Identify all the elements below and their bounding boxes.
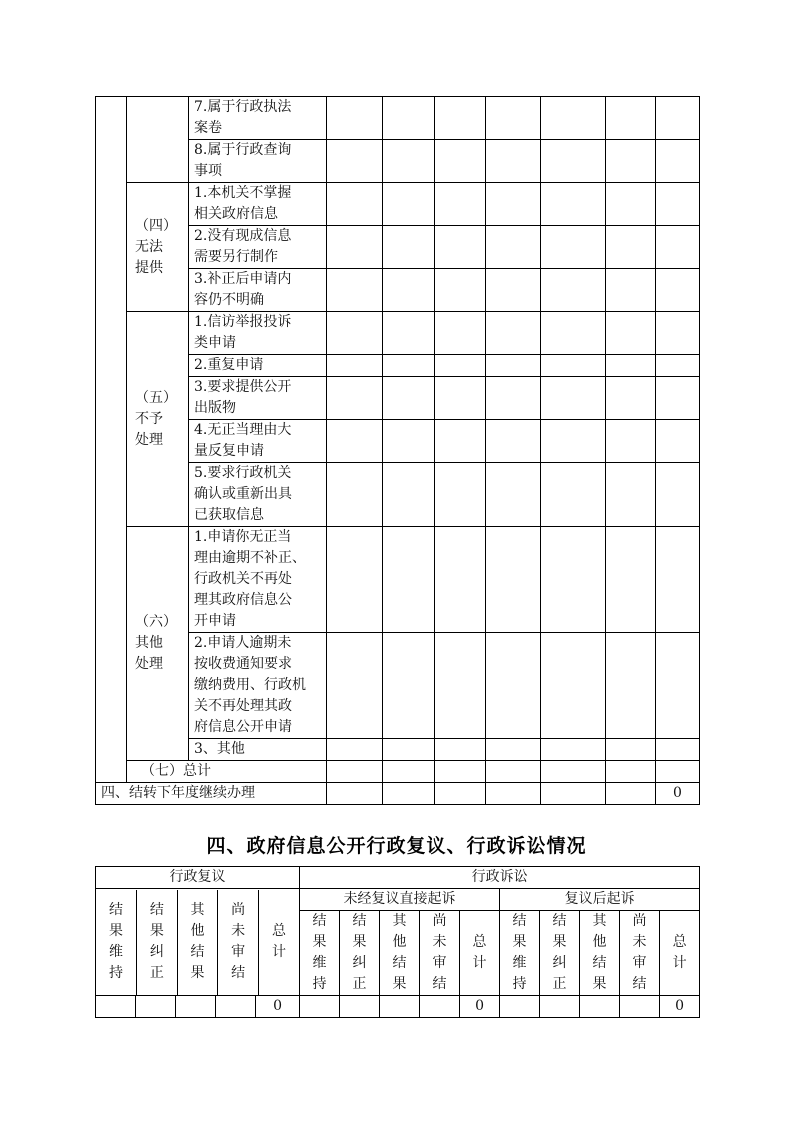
row-label: 3.补正后申请内 容仍不明确 [189,269,327,312]
value-cell [435,633,486,739]
value-cell: 0 [656,783,700,805]
category-cell: （四） 无法 提供 [127,183,189,312]
value-cell [383,739,435,761]
value-cell [383,463,435,527]
value-cell [176,996,216,1018]
value-cell [606,226,656,269]
value-cell [541,527,606,633]
litigation-col-header: 结果纠正 [540,911,580,996]
value-cell [435,761,486,783]
value-cell [541,783,606,805]
value-cell [606,420,656,463]
value-cell [606,355,656,377]
value-cell [383,527,435,633]
value-cell [380,996,420,1018]
value-cell [136,996,176,1018]
value-cell [383,420,435,463]
value-cell [486,226,541,269]
value-cell [541,312,606,355]
row-label: 3、其他 [189,739,327,761]
row-label: 8.属于行政查询 事项 [189,140,327,183]
value-cell [656,761,700,783]
outer-merged-cell [96,97,127,783]
value-cell [383,633,435,739]
value-cell [327,420,383,463]
value-cell [541,633,606,739]
value-cell [383,97,435,140]
value-cell [486,633,541,739]
value-cell [656,183,700,226]
row-label: 1.申请你无正当 理由逾期不补正、 行政机关不再处 理其政府信息公 开申请 [189,527,327,633]
value-cell [541,377,606,420]
value-cell [486,463,541,527]
review-col-header: 尚未审结 [218,890,259,995]
value-cell [327,355,383,377]
value-cell: 0 [256,996,300,1018]
value-cell: 0 [660,996,700,1018]
value-cell [300,996,340,1018]
value-cell [606,377,656,420]
value-cell [327,463,383,527]
value-cell [656,226,700,269]
after-review-suit-header: 复议后起诉 [500,889,700,911]
review-col-header: 总计 [258,890,299,995]
value-cell [435,739,486,761]
value-cell [486,355,541,377]
table-row [96,312,700,355]
value-cell [327,269,383,312]
value-cell [327,226,383,269]
litigation-col-header: 尚未审结 [620,911,660,996]
row-label: 1.信访举报投诉 类申请 [189,312,327,355]
value-cell [327,783,383,805]
value-cell [541,761,606,783]
value-cell [656,269,700,312]
value-cell [606,761,656,783]
category-cell: （六） 其他 处理 [127,527,189,761]
value-cell [435,355,486,377]
value-cell [606,633,656,739]
litigation-col-header: 其他结果 [380,911,420,996]
litigation-col-header: 其他结果 [580,911,620,996]
direct-suit-header: 未经复议直接起诉 [300,889,500,911]
row-label: 3.要求提供公开 出版物 [189,377,327,420]
value-cell [486,761,541,783]
value-cell [580,996,620,1018]
value-cell [435,183,486,226]
value-cell [383,312,435,355]
value-cell [435,463,486,527]
value-cell [435,97,486,140]
value-cell [435,783,486,805]
value-cell [383,269,435,312]
row-label: 1.本机关不掌握 相关政府信息 [189,183,327,226]
value-cell [383,140,435,183]
section-title: 四、政府信息公开行政复议、行政诉讼情况 [206,835,587,857]
value-cell [620,996,660,1018]
value-cell [486,739,541,761]
value-cell [606,97,656,140]
value-cell [541,355,606,377]
value-cell [656,463,700,527]
value-cell [656,420,700,463]
value-cell [656,633,700,739]
value-cell [486,527,541,633]
value-cell [656,355,700,377]
row-label: 5.要求行政机关 确认或重新出具 已获取信息 [189,463,327,527]
value-cell [486,312,541,355]
value-cell [540,996,580,1018]
value-cell [606,269,656,312]
review-litigation-table [95,866,700,1018]
admin-litigation-header: 行政诉讼 [300,867,700,889]
value-cell [327,140,383,183]
value-cell [541,463,606,527]
value-cell [486,183,541,226]
value-cell [216,996,256,1018]
value-cell [435,226,486,269]
value-cell [383,783,435,805]
row-label: 2.重复申请 [189,355,327,377]
value-cell [541,739,606,761]
row-label: 4.无正当理由大 量反复申请 [189,420,327,463]
value-cell [606,463,656,527]
litigation-col-header: 结果维持 [300,911,340,996]
value-cell [541,269,606,312]
value-cell [541,140,606,183]
table-row [96,97,700,140]
value-cell [435,527,486,633]
value-cell [327,761,383,783]
value-cell [606,783,656,805]
value-cell [656,140,700,183]
value-cell [486,420,541,463]
value-cell [541,420,606,463]
category-cell: （五） 不予 处理 [127,312,189,527]
value-cell [383,761,435,783]
value-cell [606,140,656,183]
value-cell [500,996,540,1018]
row-label: 四、结转下年度继续办理 [96,783,327,805]
value-cell [435,312,486,355]
value-cell [383,226,435,269]
value-cell [606,312,656,355]
value-cell [383,355,435,377]
value-cell [486,269,541,312]
litigation-col-header: 总计 [460,911,500,996]
value-cell [656,97,700,140]
value-cell [383,377,435,420]
application-handling-table [95,96,700,805]
litigation-col-header: 结果纠正 [340,911,380,996]
value-cell [327,527,383,633]
review-col-header: 结果纠正 [137,890,178,995]
value-cell [541,226,606,269]
row-label: 2.申请人逾期未 按收费通知要求 缴纳费用、行政机 关不再处理其政 府信息公开申请 [189,633,327,739]
value-cell [656,739,700,761]
table-row [96,183,700,226]
row-label: 7.属于行政执法 案卷 [189,97,327,140]
value-cell [656,527,700,633]
value-cell [327,739,383,761]
value-cell [327,633,383,739]
admin-review-header: 行政复议 [96,867,300,889]
value-cell [435,420,486,463]
value-cell [435,140,486,183]
value-cell [383,183,435,226]
value-cell [327,183,383,226]
review-column-headers [96,889,300,996]
value-cell [327,377,383,420]
value-cell [486,97,541,140]
value-cell [327,97,383,140]
value-cell [606,739,656,761]
review-col-header: 结果维持 [109,902,124,981]
value-cell [606,183,656,226]
subtotal-row [96,761,700,783]
value-cell [541,183,606,226]
value-cell [327,312,383,355]
value-cell [486,377,541,420]
value-cell [435,377,486,420]
category-cell [127,97,189,183]
value-cell [541,97,606,140]
value-cell [435,269,486,312]
value-cell [486,783,541,805]
review-col-header: 其他结果 [177,890,218,995]
value-cell [486,140,541,183]
carryover-row [96,783,700,805]
row-label: （七）总计 [127,761,327,783]
value-cell [340,996,380,1018]
value-cell [656,377,700,420]
litigation-col-header: 结果维持 [500,911,540,996]
litigation-col-header: 尚未审结 [420,911,460,996]
row-label: 2.没有现成信息 需要另行制作 [189,226,327,269]
value-cell [96,996,136,1018]
value-cell [420,996,460,1018]
value-cell [606,527,656,633]
table-row [96,527,700,633]
litigation-col-header: 总计 [660,911,700,996]
value-cell: 0 [460,996,500,1018]
value-cell [656,312,700,355]
